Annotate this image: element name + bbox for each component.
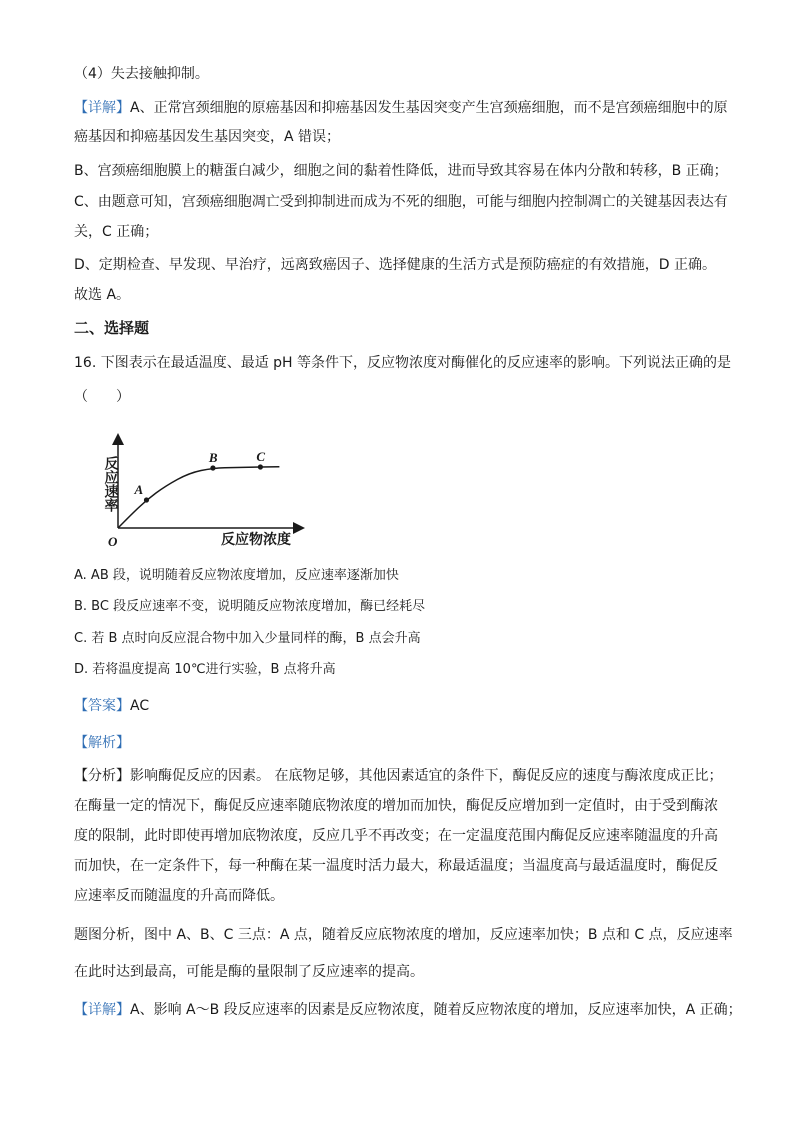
point-a [144, 497, 149, 502]
detail-a-line2: 癌基因和抑癌基因发生基因突变，A 错误； [74, 129, 341, 145]
choose-answer: 故选 A。 [74, 287, 131, 303]
answer-tag: 【答案】 [74, 698, 130, 714]
option-c: C. 若 B 点时向反应混合物中加入少量同样的酶，B 点会升高 [74, 631, 421, 646]
analysis-label: 【分析】 [74, 768, 130, 784]
option-b: B. BC 段反应速率不变，说明随反应物浓度增加，酶已经耗尽 [74, 599, 426, 614]
detail-b: B、宫颈癌细胞膜上的糖蛋白减少，细胞之间的黏着性降低，进而导致其容易在体内分散和转移，B 正确； [74, 163, 728, 179]
point-b [210, 465, 215, 470]
analysis-line-2: 在酶量一定的情况下，酶促反应速率随底物浓度的增加而加快，酶促反应增加到一定值时，由于受到酶浓 [74, 798, 718, 814]
detail-block-2 [74, 1000, 742, 1020]
analysis-tag-line [74, 733, 734, 753]
detail-c-line2: 关，C 正确； [74, 224, 159, 240]
detail-tag-2: 【详解】 [74, 1002, 130, 1018]
reaction-rate-chart [96, 432, 306, 550]
point-label-b: B [208, 450, 218, 465]
analysis-line-3: 度的限制，此时即使再增加底物浓度，反应几乎不再改变；在一定温度范围内酶促反应速率随温度的升高 [74, 828, 718, 844]
analysis-line-1 [74, 766, 734, 786]
answer-value: AC [130, 698, 150, 714]
question-16-line2: （ ） [74, 389, 130, 405]
point-label-c: C [256, 449, 266, 464]
rate-curve [118, 467, 279, 528]
option-d: D. 若将温度提高 10℃进行实验，B 点将升高 [74, 662, 336, 677]
origin-label: O [108, 534, 118, 549]
detail-block-1 [74, 98, 734, 118]
detail-a-line1: A、正常宫颈细胞的原癌基因和抑癌基因发生基因突变产生宫颈癌细胞，而不是宫颈癌细胞中的原 [130, 100, 728, 116]
figure-analysis-line-2: 在此时达到最高，可能是酶的量限制了反应速率的提高。 [74, 964, 424, 980]
x-axis-label: 反应物浓度 [221, 533, 291, 548]
detail-d: D、定期检查、早发现、早治疗，远离致癌因子、选择健康的生活方式是预防癌症的有效措施，D 正确。 [74, 257, 717, 273]
point-label-a: A [134, 482, 144, 497]
detail-c-line1: C、由题意可知，宫颈癌细胞凋亡受到抑制进而成为不死的细胞，可能与细胞内控制凋亡的关键基因表达有 [74, 194, 728, 210]
analysis-line-4: 而加快，在一定条件下，每一种酶在某一温度时活力最大，称最适温度；当温度高与最适温度时，酶促反 [74, 858, 718, 874]
analysis-tag: 【解析】 [74, 735, 130, 751]
y-axis-label: 反应速率 [102, 456, 118, 512]
point-c [258, 464, 263, 469]
detail-tag: 【详解】 [74, 100, 130, 116]
figure-analysis-line-1: 题图分析，图中 A、B、C 三点：A 点，随着反应底物浓度的增加，反应速率加快；B 点和 C 点，反应速率 [74, 927, 733, 943]
paragraph-item-4: （4）失去接触抑制。 [74, 66, 209, 82]
detail-2-text: A、影响 A～B 段反应速率的因素是反应物浓度，随着反应物浓度的增加，反应速率加快，A 正确； [130, 1002, 742, 1018]
section-title: 二、选择题 [74, 319, 150, 337]
question-16-line1: 16. 下图表示在最适温度、最适 pH 等条件下，反应物浓度对酶催化的反应速率的影响。下列说法正确的是 [74, 355, 732, 371]
answer-line [74, 696, 734, 716]
option-a: A. AB 段，说明随着反应物浓度增加，反应速率逐渐加快 [74, 568, 399, 583]
analysis-text-1: 影响酶促反应的因素。 在底物足够，其他因素适宜的条件下，酶促反应的速度与酶浓度成正比； [130, 768, 723, 784]
analysis-line-5: 应速率反而随温度的升高而降低。 [74, 888, 284, 904]
